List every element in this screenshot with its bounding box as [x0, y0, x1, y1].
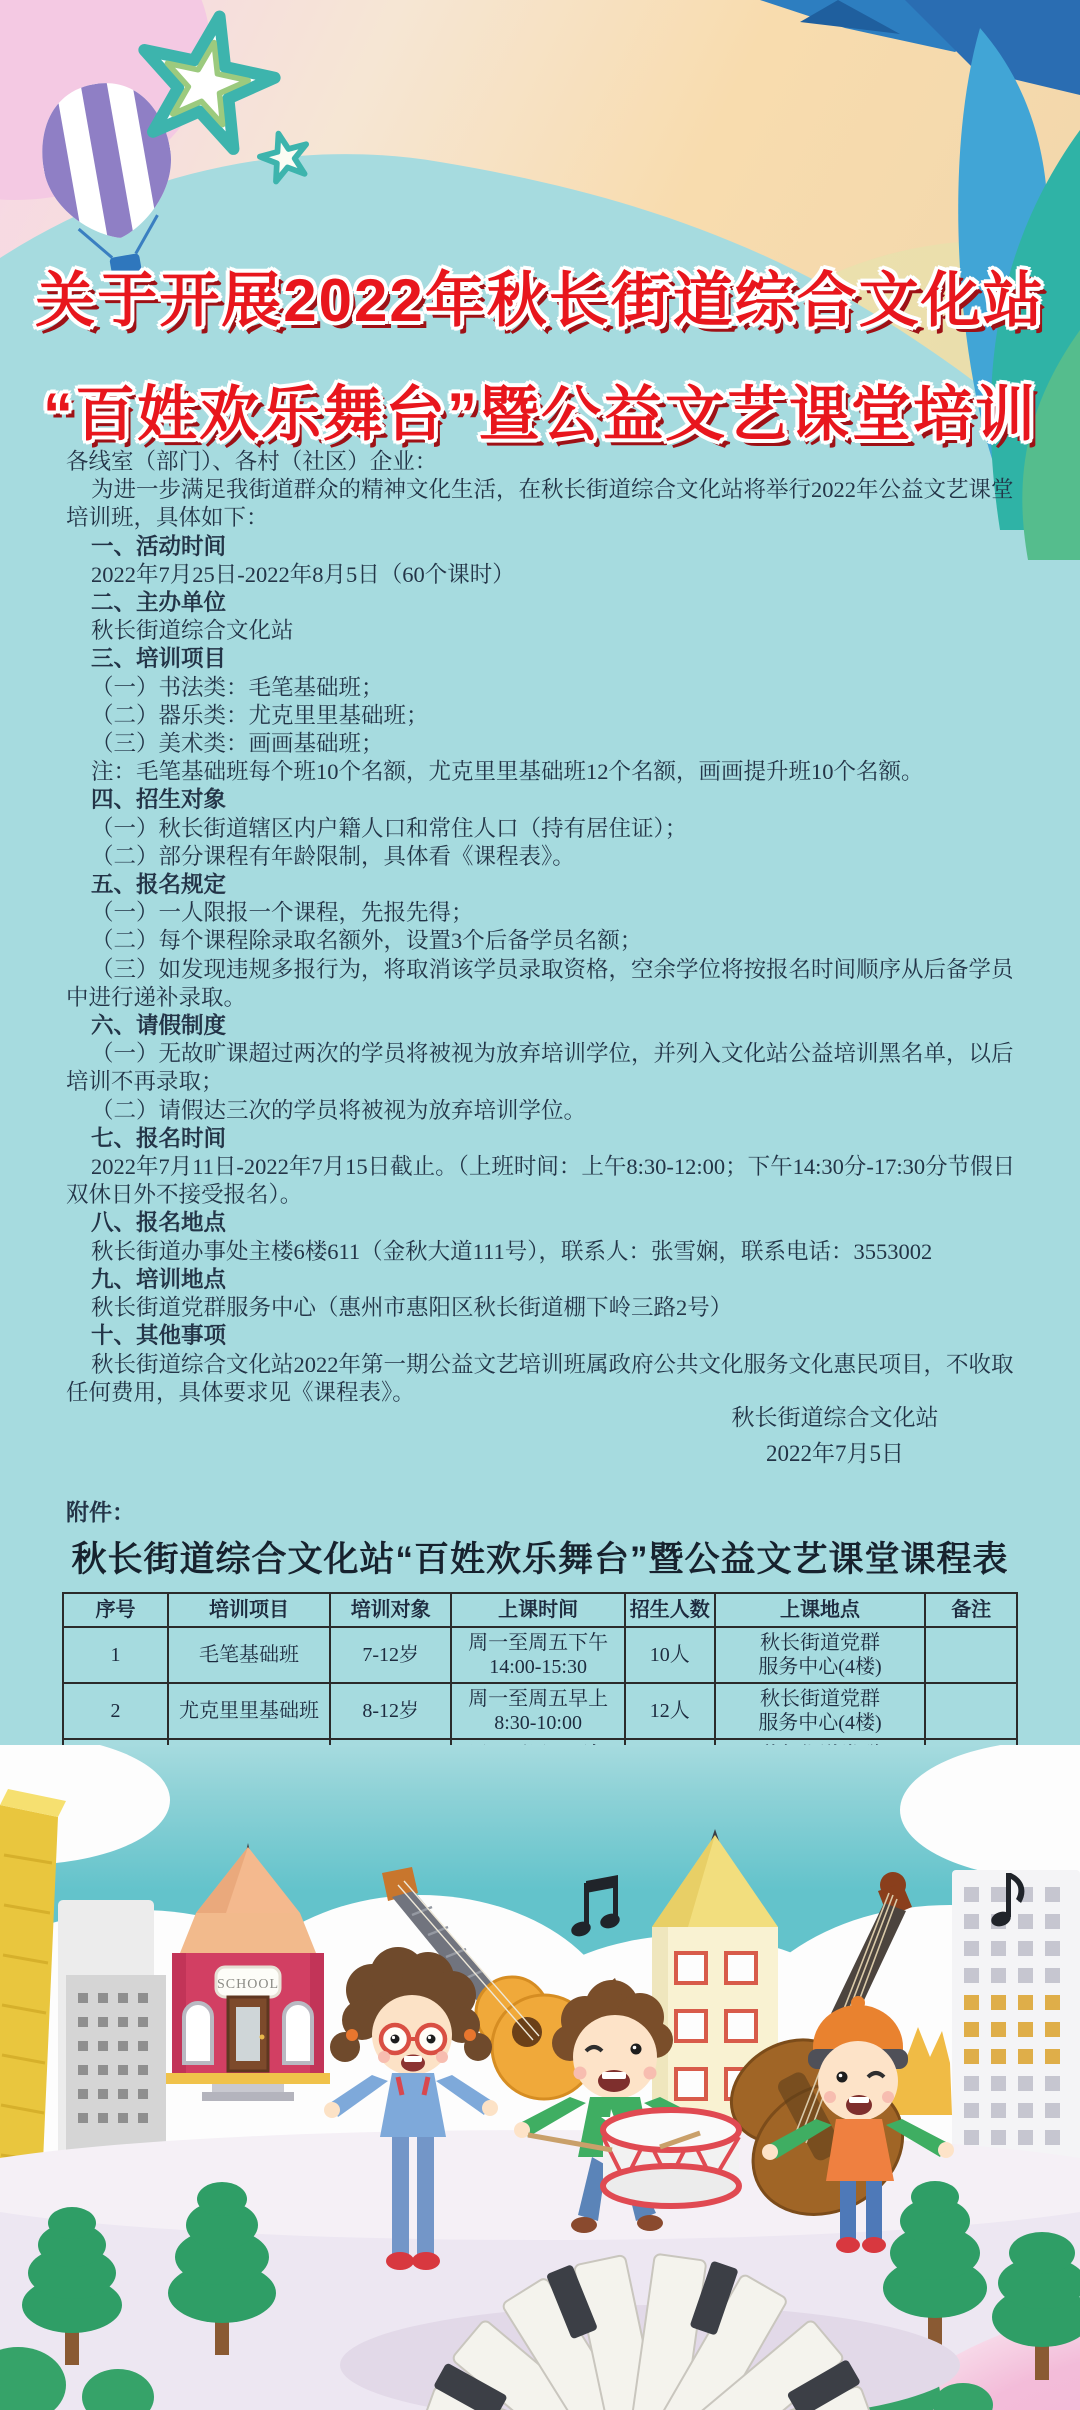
place-line1: 秋长街道党群: [759, 1632, 880, 1654]
section-line: （一）书法类：毛笔基础班；: [91, 674, 384, 700]
table-row: [63, 1627, 1017, 1683]
col-header-place: 上课地点: [715, 1593, 926, 1627]
section-heading: 七、报名时间: [91, 1125, 227, 1151]
poster-title-line2: “百姓欢乐舞台”暨公益文艺课堂培训: [43, 381, 1037, 448]
cell-no: 1: [63, 1627, 168, 1683]
section-line: （一）无故旷课超过两次的学员将被视为放弃培训学位，并列入文化站公益培训黑名单，以后培训不再录取；: [66, 1041, 1014, 1095]
cell-time: [451, 1683, 625, 1739]
poster-title-line1: 关于开展2022年秋长街道综合文化站: [35, 267, 1045, 334]
place-line2: 服务中心(4楼): [758, 1712, 882, 1734]
cell-project: 尤克里里基础班: [168, 1683, 330, 1739]
col-header-note: 备注: [925, 1593, 1017, 1627]
section-heading: 四、招生对象: [91, 787, 227, 813]
poster-title: [0, 244, 1080, 472]
section-heading: 六、请假制度: [91, 1013, 227, 1039]
section-heading: 二、主办单位: [91, 590, 227, 616]
time-line2: 14:00-15:30: [489, 1656, 587, 1678]
section-line: 秋长街道党群服务中心（惠州市惠阳区秋长街道棚下岭三路2号）: [91, 1295, 733, 1321]
section-line: 2022年7月11日-2022年7月15日截止。（上班时间：上午8:30-12:00；下午14:30分-17:30分节假日双休日外不接受报名）。: [66, 1154, 1016, 1208]
time-line1: 周一至周五下午: [468, 1632, 609, 1654]
cell-project: 毛笔基础班: [168, 1627, 330, 1683]
place-line1: 秋长街道党群: [759, 1688, 880, 1710]
schedule-title: 秋长街道综合文化站“百姓欢乐舞台”暨公益文艺课堂课程表: [71, 1540, 1009, 1579]
section-heading: 一、活动时间: [91, 533, 227, 559]
section-line: （二）每个课程除录取名额外，设置3个后备学员名额；: [91, 928, 643, 954]
section-line: 秋长街道综合文化站: [91, 618, 294, 644]
section-line: （二）请假达三次的学员将被视为放弃培训学位。: [91, 1097, 587, 1123]
cell-note: [925, 1683, 1017, 1739]
table-row: [63, 1683, 1017, 1739]
cell-place: [715, 1627, 926, 1683]
cell-target: 7-12岁: [330, 1627, 451, 1683]
cell-no: 2: [63, 1683, 168, 1739]
section-line: （二）部分课程有年龄限制，具体看《课程表》。: [91, 843, 575, 869]
footer-illustration: [0, 1745, 1080, 2410]
cell-target: 8-12岁: [330, 1683, 451, 1739]
signature-block: [645, 1400, 1025, 1472]
col-header-project: 培训项目: [168, 1593, 330, 1627]
place-line2: 服务中心(4楼): [758, 1656, 882, 1678]
section-line: （一）秋长街道辖区内户籍人口和常住人口（持有居住证）；: [91, 815, 688, 841]
col-header-count: 招生人数: [625, 1593, 715, 1627]
section-heading: 八、报名地点: [91, 1210, 227, 1236]
section-line: 2022年7月25日-2022年8月5日（60个课时）: [91, 561, 515, 587]
salutation: 各线室（部门）、各村（社区）企业：: [66, 449, 438, 474]
col-header-no: 序号: [63, 1593, 168, 1627]
section-line: 秋长街道综合文化站2022年第一期公益文艺培训班属政府公共文化服务文化惠民项目，不收取任何费用，具体要求见《课程表》。: [66, 1351, 1014, 1405]
section-line: 秋长街道办事处主楼6楼611（金秋大道111号），联系人：张雪娴，联系电话：3553002: [91, 1238, 933, 1264]
gray-buildings: [58, 1900, 166, 2185]
attachment-label: 附件：: [66, 1500, 135, 1525]
notice-body: [66, 448, 1018, 1407]
section-line: （三）如发现违规多报行为，将取消该学员录取资格，空余学位将按报名时间顺序从后备学员中进行递补录取。: [66, 956, 1014, 1010]
time-line2: 8:30-10:00: [494, 1712, 582, 1734]
cell-note: [925, 1627, 1017, 1683]
section-line: （三）美术类：画画基础班；: [91, 731, 384, 757]
section-line: （二）器乐类：尤克里里基础班；: [91, 702, 429, 728]
time-line1: 周一至周五早上: [468, 1688, 609, 1710]
section-heading: 三、培训项目: [91, 646, 227, 672]
school-sign-text: SCHOOL: [216, 1977, 280, 1992]
cell-count: 12人: [625, 1683, 715, 1739]
col-header-time: 上课时间: [451, 1593, 625, 1627]
section-heading: 五、报名规定: [91, 872, 227, 898]
section-heading: 十、其他事项: [91, 1323, 227, 1349]
col-header-target: 培训对象: [330, 1593, 451, 1627]
section-line: 注：毛笔基础班每个班10个名额，尤克里里基础班12个名额，画画提升班10个名额。: [91, 759, 924, 785]
table-header-row: [63, 1593, 1017, 1627]
section-heading: 九、培训地点: [91, 1266, 227, 1292]
cell-place: [715, 1683, 926, 1739]
intro-paragraph: 为进一步满足我街道群众的精神文化生活，在秋长街道综合文化站将举行2022年公益文艺课堂培训班，具体如下：: [66, 477, 1014, 531]
cell-count: 10人: [625, 1627, 715, 1683]
cell-time: [451, 1627, 625, 1683]
signature-date: 2022年7月5日: [766, 1441, 904, 1466]
signature-org: 秋长街道综合文化站: [731, 1405, 939, 1430]
section-line: （一）一人限报一个课程，先报先得；: [91, 900, 474, 926]
